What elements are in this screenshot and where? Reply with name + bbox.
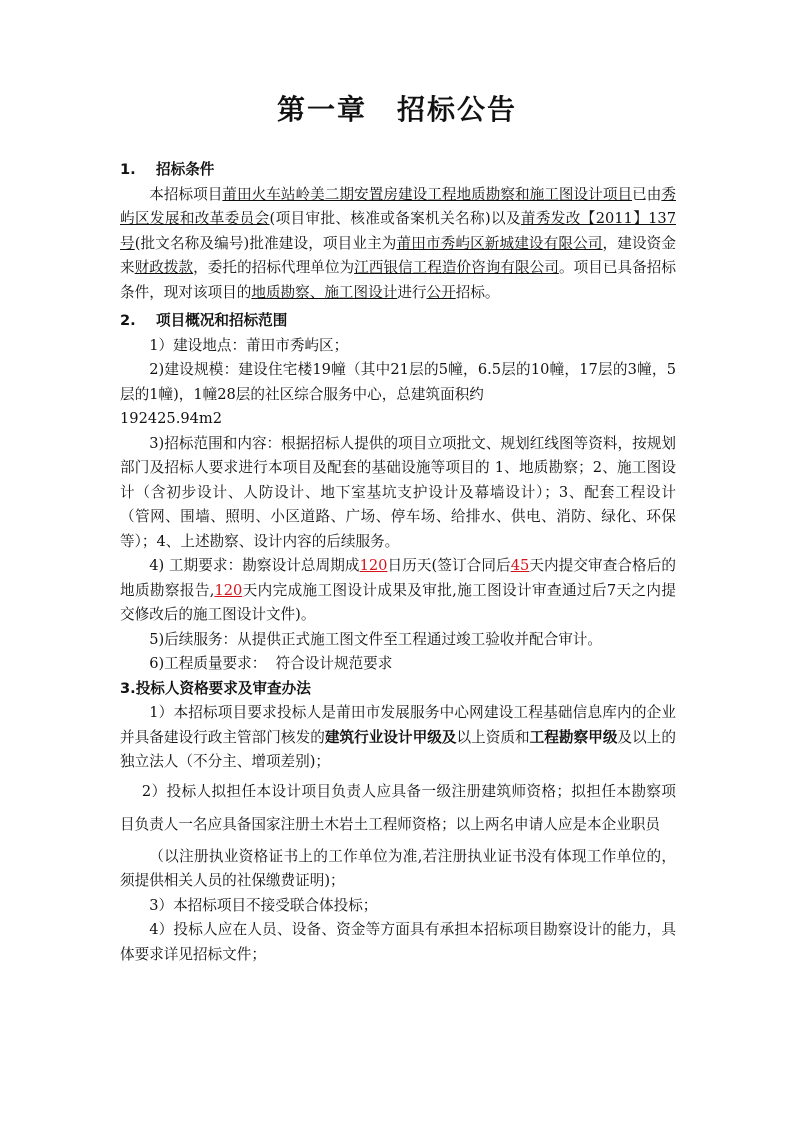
- approver-name: 秀屿区发展和改革委员会: [120, 185, 676, 227]
- total-floor-area: 192425.94m2: [120, 410, 223, 427]
- section-1-paragraph: 本招标项目莆田火车站岭美二期安置房建设工程地质勘察和施工图设计项目已由秀屿区发展和改革委员会(项目审批、核准或备案机关名称)以及莆秀发改【2011】137号(批文名称及编号)批准建设，项目业主为莆田市秀屿区新城建设有限公司，建设资金来财政拨款，委托的招标代理单位为江西银信工程造价咨询有限公司。项目已具备招标条件，现对该项目的地质勘察、施工图设计进行公开招标。: [120, 185, 676, 301]
- personnel-note: （以注册执业资格证书上的工作单位为准,若注册执业证书没有体现工作单位的，须提供相关人员的社保缴费证明)；: [120, 847, 676, 889]
- tender-method: 公开: [426, 283, 456, 301]
- agent-name: 江西银信工程造价咨询有限公司: [354, 259, 559, 276]
- follow-up-service: 5)后续服务：从提供正式施工图文件至工程通过竣工验收并配合审计。: [149, 630, 602, 648]
- tender-scope: 地质勘察、施工图设计: [251, 283, 398, 301]
- section-2-heading: 2. 项目概况和招标范围: [120, 312, 288, 329]
- quality-requirement: 6)工程质量要求： 符合设计规范要求: [149, 655, 393, 672]
- approval-doc: 莆秀发改【2011】137号: [120, 210, 676, 252]
- construction-scale: 2)建设规模：建设住宅楼19幢（其中21层的5幢，6.5层的10幢，17层的3幢，5层的1幢)，1幢28层的社区综合服务中心，总建筑面积约: [120, 361, 676, 403]
- construction-location: 1）建设地点：莆田市秀屿区；: [149, 336, 349, 354]
- no-consortium: 3）本招标项目不接受联合体投标；: [149, 896, 378, 914]
- project-name: 莆田火车站岭美二期安置房建设工程地质勘察和施工图设计项目: [222, 185, 633, 203]
- document-body: [120, 158, 676, 967]
- survey-days: 45: [510, 557, 530, 574]
- design-days: 120: [214, 581, 243, 599]
- section-1-heading: 1. 招标条件: [120, 161, 215, 178]
- chapter-number: 第一章: [276, 93, 367, 126]
- personnel-requirement: 2）投标人拟担任本设计项目负责人应具备一级注册建筑师资格；拟担任本勘察项目负责人一名应具备国家注册土木岩土工程师资格；以上两名申请人应是本企业职员: [120, 782, 676, 833]
- capability-requirement: 4）投标人应在人员、设备、资金等方面具有承担本招标项目勘察设计的能力，具体要求详见招标文件；: [120, 921, 676, 963]
- owner-name: 莆田市秀屿区新城建设有限公司: [396, 234, 603, 252]
- chapter-title: [0, 88, 794, 128]
- section-3-heading: 3.投标人资格要求及审查办法: [120, 679, 311, 697]
- tender-scope-content: 3)招标范围和内容：根据招标人提供的项目立项批文、规划红线图等资料，按规划部门及招标人要求进行本项目及配套的基础设施等项目的 1、地质勘察；2、施工图设计（含初步设计、人防设计、地下室基坑支护设计及幕墙设计）；3、配套工程设计（管网、围墙、照明、小区道路、广场、停车场、给排水、供电、消防、绿化、环保等）；4、上述勘察、设计内容的后续服务。: [120, 434, 676, 550]
- chapter-name: 招标公告: [397, 93, 518, 126]
- schedule-requirement: 4) 工期要求：勘察设计总周期成120日历天(签订合同后45天内提交审查合格后的地质勘察报告,120天内完成施工图设计成果及审批,施工图设计审查通过后7天之内提交修改后的施工图设计文件)。: [120, 557, 676, 623]
- funding-source: 财政拨款: [134, 259, 194, 276]
- qualification-requirement: 1）本招标项目要求投标人是莆田市发展服务中心网建设工程基础信息库内的企业并具备建设行政主管部门核发的建筑行业设计甲级及以上资质和工程勘察甲级及以上的独立法人（不分主、增项差别)；: [120, 704, 676, 770]
- total-days: 120: [359, 557, 388, 574]
